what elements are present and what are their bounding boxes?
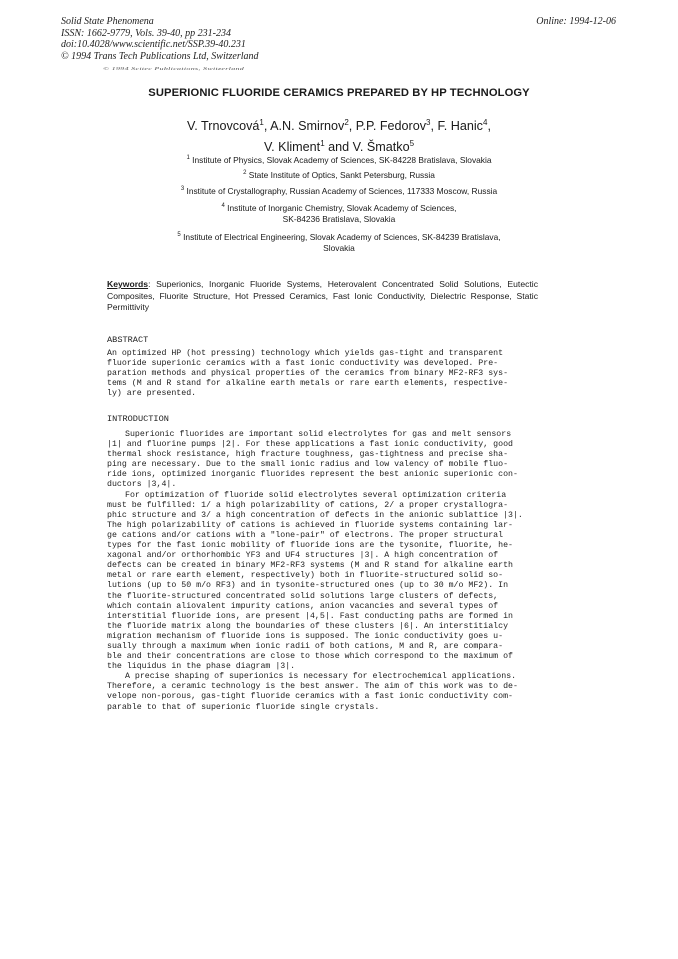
journal-header xyxy=(61,16,616,62)
author-name: , P.P. Fedorov xyxy=(348,119,427,134)
author-list xyxy=(0,114,678,156)
introduction-line: lutions (up to 50 m/o RF3) and in tysonite-structured ones (up to 30 m/o MF2). In xyxy=(107,581,509,591)
affiliation-number: 1 xyxy=(186,155,190,161)
introduction-line: interstitial fluoride ions, are present |4,5|. Fast conducting paths are formed in xyxy=(107,611,513,621)
author-affil-mark: 1 xyxy=(259,118,264,127)
introduction-line: |1| and fluorine pumps |2|. For these applications a fast ionic conductivity, good xyxy=(107,440,513,450)
author-name: , F. Hanic xyxy=(430,119,483,134)
affiliation-number: 3 xyxy=(180,186,185,192)
introduction-line: thermal shock resistance, high fracture toughness, gas-tightness and precise sha- xyxy=(107,450,509,460)
introduction-line: which contain aliovalent impurity cations, anion vacancies and several types of xyxy=(107,601,499,611)
introduction-line: Therefore, a ceramic technology is the best answer. The aim of this work was to de- xyxy=(107,682,518,692)
affiliation-text-cont: Slovakia xyxy=(323,243,355,253)
introduction-line: must be fulfilled: 1/ a high polarizability of cations, 2/ a proper crystallogra- xyxy=(107,500,509,510)
affiliation-5 xyxy=(0,230,678,254)
introduction-line: the fluoride matrix along the boundaries of these clusters |6|. An interstitialcy xyxy=(107,621,509,631)
journal-doi[interactable]: doi:10.4028/www.scientific.net/SSP.39-40.231 xyxy=(61,39,246,50)
affiliation-number: 5 xyxy=(177,232,181,238)
cut-off-copyright-line: © 1994 Scitec Publications, Switzerland xyxy=(103,66,245,71)
abstract-heading: ABSTRACT xyxy=(107,335,149,345)
keywords-text: : Superionics, Inorganic Fluoride Systems, Heterovalent Concentrated Solid Solutions, Eutectic Composites, Fluorite Structure, Hot Pressed Ceramics, Fast Ionic Conductivity, Dielectric Response, Static Permittivity xyxy=(107,279,538,312)
affiliation-text: Institute of Crystallography, Russian Academy of Sciences, 117333 Moscow, Russia xyxy=(186,185,498,196)
paper-title: SUPERIONIC FLUORIDE CERAMICS PREPARED BY HP TECHNOLOGY xyxy=(148,87,530,99)
author-affil-mark: 1 xyxy=(320,139,325,149)
introduction-line: types for the fast ionic mobility of fluoride ions are the tysonite, fluorite, he- xyxy=(107,541,513,551)
introduction-line: The high polarizability of cations is achieved in fluoride systems containing lar- xyxy=(107,520,513,530)
introduction-line: ductors |3,4|. xyxy=(107,480,177,490)
introduction-line: phic structure and 3/ a high concentration of defects in the anionic sublattice |3|. xyxy=(107,510,523,520)
header-citation xyxy=(61,16,616,62)
affiliation-1 xyxy=(0,153,678,166)
affiliation-3 xyxy=(0,184,678,197)
affiliation-text: Institute of Electrical Engineering, Slovak Academy of Sciences, SK-84239 Bratislava, xyxy=(183,231,501,242)
affiliation-text: Institute of Physics, Slovak Academy of Sciences, SK-84228 Bratislava, Slovakia xyxy=(192,154,492,165)
introduction-line: ble and their concentrations are close to those which correspond to the maximum of xyxy=(107,652,513,662)
author-affil-mark: 4 xyxy=(482,118,488,127)
journal-name: Solid State Phenomena xyxy=(61,16,154,27)
affiliation-number: 4 xyxy=(221,203,225,209)
journal-issn: ISSN: 1662-9779, Vols. 39-40, pp 231-234 xyxy=(61,27,231,39)
affiliation-text: Institute of Inorganic Chemistry, Slovak Academy of Sciences, xyxy=(227,202,457,213)
introduction-line: ride ions, optimized inorganic fluorides represent the best anionic superionic con- xyxy=(107,470,518,480)
author-separator: , xyxy=(487,119,491,134)
affiliation-4 xyxy=(0,201,678,225)
introduction-line: sually through a maximum when ionic radii of both cations, M and R, are compara- xyxy=(107,641,504,651)
introduction-line: the liquidus in the phase diagram |3|. xyxy=(107,662,296,672)
abstract-body xyxy=(107,349,538,399)
introduction-line: migration mechanism of fluoride ions is supposed. The ionic conductivity goes u- xyxy=(107,631,504,641)
affiliation-text-cont: SK-84236 Bratislava, Slovakia xyxy=(282,214,396,224)
introduction-heading: INTRODUCTION xyxy=(107,414,169,424)
introduction-line: xagonal and/or orthorhombic YF3 and UF4 structures |3|. A high concentration of xyxy=(107,551,499,561)
journal-copyright: © 1994 Trans Tech Publications Ltd, Switzerland xyxy=(61,50,259,62)
introduction-line: A precise shaping of superionics is necessary for electrochemical applications. xyxy=(125,672,517,682)
author-name: V. Kliment xyxy=(263,140,321,155)
affiliation-2 xyxy=(0,168,678,181)
introduction-line: the fluorite-structured concentrated solid solutions large clusters of defects, xyxy=(107,591,499,601)
abstract-line: fluoride superionic ceramics with a fast ionic conductivity was developed. Pre- xyxy=(107,359,499,369)
introduction-line: parable to that of superionic fluoride single crystals. xyxy=(107,702,380,712)
author-affil-mark: 3 xyxy=(426,118,431,127)
author-name: and V. Šmatko xyxy=(324,140,410,155)
introduction-line: metal or rare earth element, respectively) both in fluorite-structured solid so- xyxy=(107,571,504,581)
abstract-line: An optimized HP (hot pressing) technology which yields gas-tight and transparent xyxy=(107,349,504,358)
affiliation-text: State Institute of Optics, Sankt Petersburg, Russia xyxy=(248,169,435,180)
author-affil-mark: 2 xyxy=(344,118,349,127)
author-affil-mark: 5 xyxy=(409,139,415,149)
introduction-line: velope non-porous, gas-tight fluoride ceramics with a fast ionic conductivity com- xyxy=(107,692,513,702)
abstract-line: tems (M and R stand for alkaline earth metals or rare earth elements, respective- xyxy=(107,379,509,389)
abstract-line: paration methods and physical properties of the ceramics from binary MF2-RF3 sys- xyxy=(107,369,509,379)
author-line-1 xyxy=(0,114,678,135)
affiliation-number: 2 xyxy=(243,170,247,176)
author-name: , A.N. Smirnov xyxy=(263,119,345,134)
keywords-label: Keywords xyxy=(107,279,149,289)
introduction-line: Superionic fluorides are important solid electrolytes for gas and melt sensors xyxy=(125,430,512,439)
introduction-line: ping are necessary. Due to the small ionic radius and low valency of mobile fluo- xyxy=(107,460,509,470)
keywords-block xyxy=(107,279,538,314)
abstract-line: ly) are presented. xyxy=(107,389,197,399)
introduction-line: For optimization of fluoride solid electrolytes several optimization criteria xyxy=(125,490,507,500)
online-date: Online: 1994-12-06 xyxy=(536,16,616,27)
author-name: V. Trnovcová xyxy=(187,119,260,134)
introduction-line: defects can be created in binary MF2-RF3 systems (M and R stand for alkaline earth xyxy=(107,561,513,571)
introduction-body xyxy=(107,430,538,713)
introduction-line: ge cations and/or cations with a "lone-pair" of electrons. The proper structural xyxy=(107,530,504,540)
